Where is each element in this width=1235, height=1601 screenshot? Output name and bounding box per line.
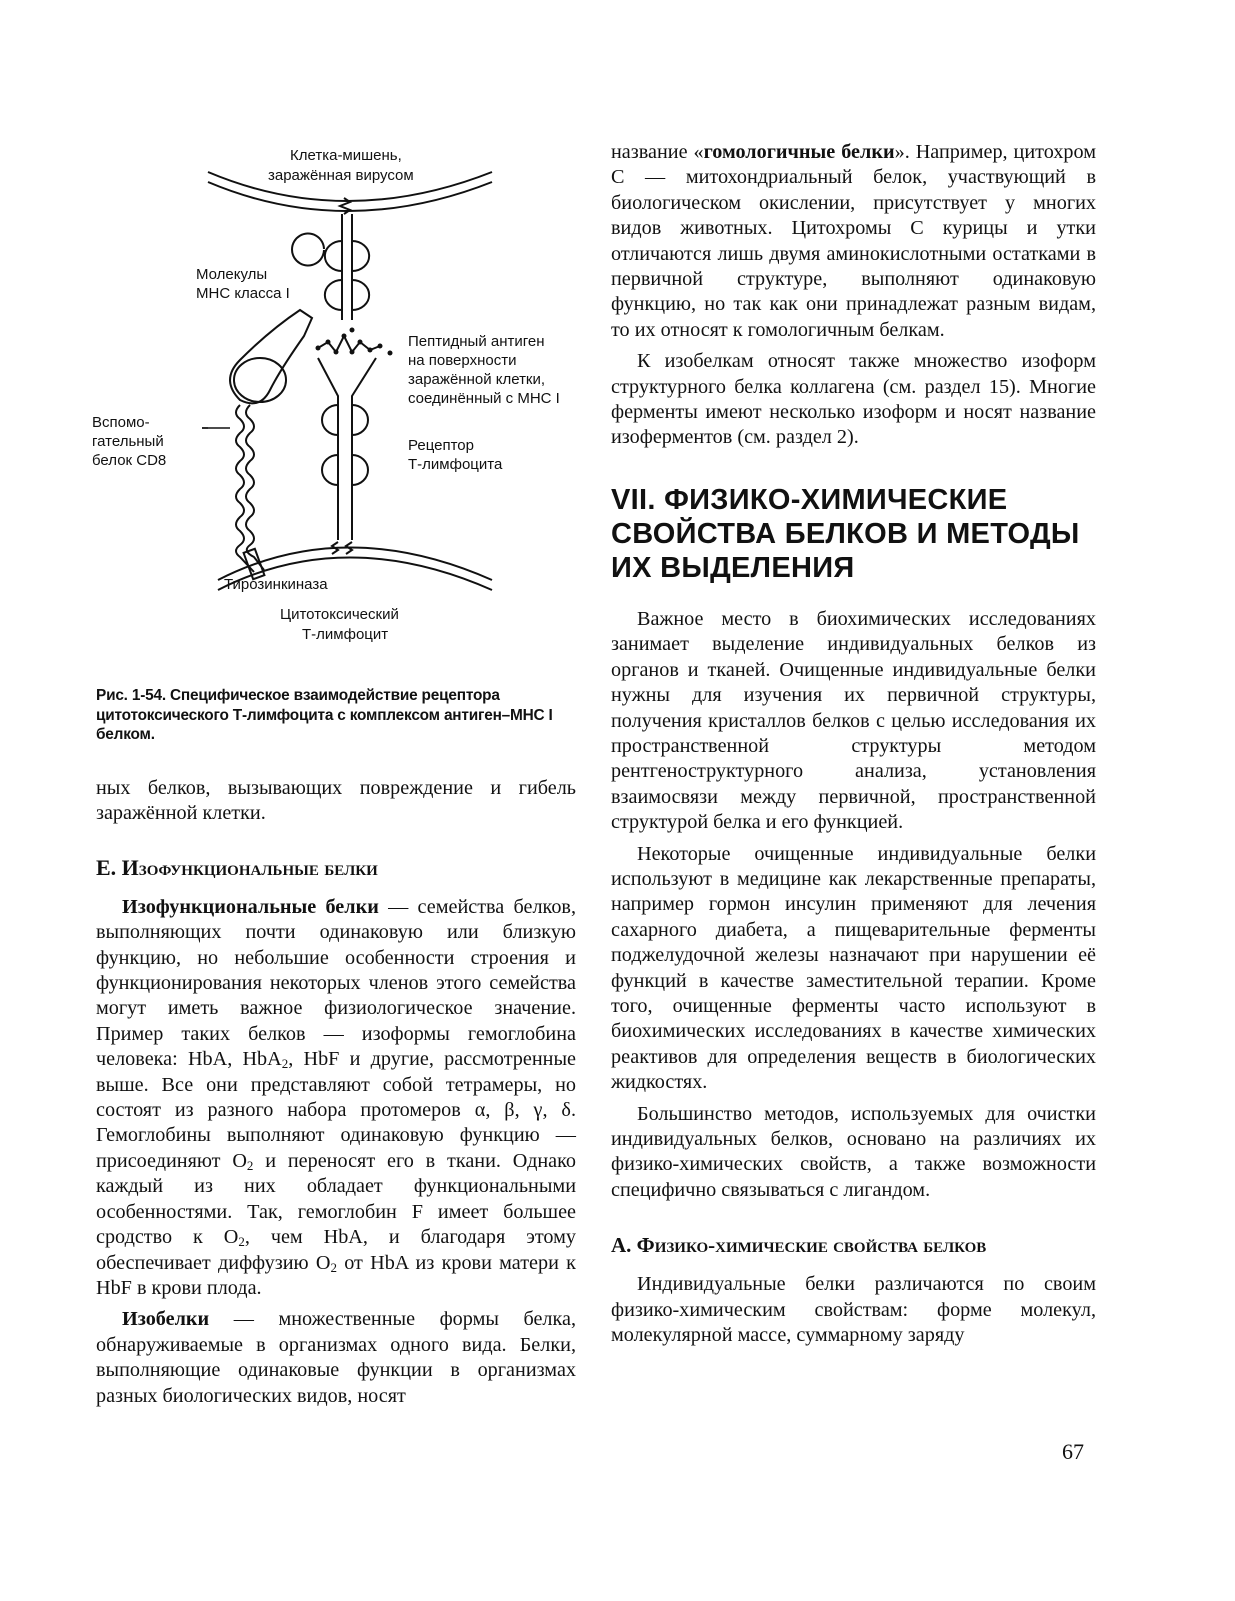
label-cd8-3: белок CD8 — [92, 452, 167, 469]
label-target-cell-1: Клетка-мишень, — [290, 147, 402, 164]
figure-caption: Рис. 1-54. Специфическое взаимодействие рецептора цитотоксического Т-лимфоцита с комплексом антиген–MHC I белком. — [96, 687, 553, 744]
section-heading-a: А. Физико-химические свойства белков — [611, 1233, 987, 1258]
paragraph-properties: Индивидуальные белки различаются по своим физико-химическим свойствам: форме молекул, молекулярной массе, суммарному заряду — [611, 1273, 1096, 1347]
paragraph-collagen: К изобелкам относят также множество изоформ структурного белка коллагена (см. раздел 15). Многие ферменты имеют несколько изоформ и носят название изоферментов (см. раздел 2). — [611, 350, 1096, 449]
label-tcell-2: Т-лимфоцит — [302, 626, 389, 643]
label-target-cell-2: заражённая вирусом — [268, 167, 414, 184]
label-receptor-2: Т-лимфоцита — [408, 456, 503, 473]
paragraph-continuation: ных белков, вызывающих повреждение и гибель заражённой клетки. — [96, 777, 576, 825]
paragraph-homologous: название «гомологичные белки». Например, цитохром C — митохондриальный белок, участвующий в биологическом окислении, присутствует у многих видов животных. Цитохромы C курицы и утки отличаются лишь двумя аминокислотными остатками в первичной структуре, выполняют одинаковую функцию, но так как они принадлежат разным видам, то их относят к гомологичным белкам. — [611, 141, 1096, 341]
label-peptide-2: на поверхности — [408, 352, 517, 369]
label-peptide-3: заражённой клетки, — [408, 371, 546, 388]
label-peptide-4: соединённый с MHC I — [408, 390, 560, 407]
page-number: 67 — [1062, 1439, 1084, 1464]
paragraph-isolation: Важное место в биохимических исследованиях занимает выделение индивидуальных белков из органов и тканей. Очищенные индивидуальные белки нужны для изучения их первичной структуры, получения кристаллов белков с целью исследования их пространственной структуры методом рентгеноструктурного анализа, установления взаимосвязи между первичной, пространственной структурой белка и его функцией. — [611, 607, 1096, 834]
paragraph-isofunctional: Изофункциональные белки — семейства белков, выполняющих почти одинаковую или близкую функцию, но небольшие особенности строения и функционирования некоторых членов этого семейства могут иметь важное физиологическое значение. Пример таких белков — изоформы гемоглобина человека: HbA, HbA$_2$, HbF и другие, рассмотренные выше. Все они представляют собой тетрамеры, но состоят из разного набора протомеров α, β, γ, δ. Гемоглобины выполняют одинаковую функцию — присоединяют $O_2$ и переносят его в ткани. Однако каждый из них обладает функциональными особенностями. Так, гемоглобин F имеет большее сродство к $O_2$, чем HbA, и благодаря этому обеспечивает диффузию $O_2$ от HbA из крови матери к HbF в крови плода. — [96, 895, 576, 1299]
paragraph-isoproteins: Изобелки — множественные формы белка, обнаруживаемые в организмах одного вида. Белки, выполняющие одинаковые функции в организмах разных биологических видов, носят — [96, 1308, 576, 1407]
label-peptide-1: Пептидный антиген — [408, 333, 545, 350]
mhc-domain — [292, 234, 324, 266]
left-column — [96, 776, 576, 1409]
tcell-receptor — [318, 358, 338, 540]
paragraph-methods: Большинство методов, используемых для очистки индивидуальных белков, основано на различиях их физико-химических свойств, а также возможности специфично связываться с лигандом. — [611, 1102, 1096, 1201]
cd8-protein — [230, 310, 312, 403]
label-receptor-1: Рецептор — [408, 437, 474, 454]
label-mhc-1: Молекулы — [196, 266, 268, 283]
label-tcell-1: Цитотоксический — [280, 606, 399, 623]
section-heading-e: Е. Изофункциональные белки — [96, 854, 378, 880]
right-column — [611, 140, 1096, 1348]
label-cd8-2: гательный — [92, 433, 164, 450]
figure-tcell-mhc-interaction — [90, 140, 590, 660]
paragraph-medicine: Некоторые очищенные индивидуальные белки используют в медицине как лекарственные препараты, например гормон инсулин применяют для лечения сахарного диабета, а пищеварительные ферменты поджелудочной железы назначают при нарушении её функций в качестве заместительной терапии. Кроме того, очищенные ферменты часто используют в биохимических исследованиях в качестве химических реактивов для определения веществ в биологических жидкостях. — [611, 842, 1096, 1094]
label-tyrosine-kinase: Тирозинкиназа — [224, 576, 328, 593]
chapter-title: VII. ФИЗИКО-ХИМИЧЕСКИЕ СВОЙСТВА БЕЛКОВ И МЕТОДЫ ИХ ВЫДЕЛЕНИЯ — [611, 483, 1080, 584]
label-cd8-1: Вспомо- — [92, 414, 150, 431]
label-mhc-2: MHC класса I — [196, 285, 290, 302]
